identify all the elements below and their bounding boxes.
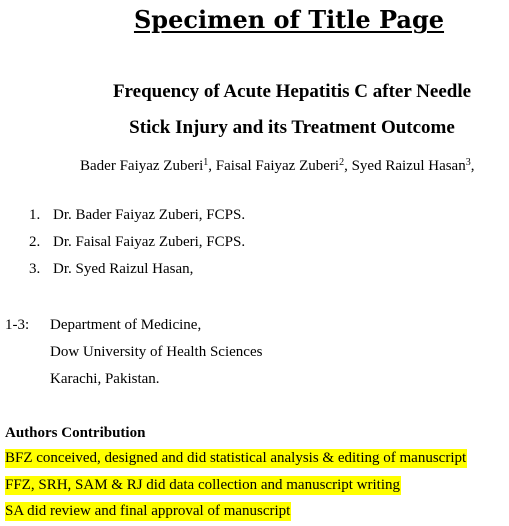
affiliation-text: Dr. Syed Raizul Hasan, [53, 261, 194, 277]
paper-title-line-1: Frequency of Acute Hepatitis C after Needle [112, 81, 472, 102]
page-heading: Specimen of Title Page [133, 5, 445, 34]
contribution-heading: Authors Contribution [5, 425, 146, 441]
contribution-line: BFZ conceived, designed and did statistical analysis & editing of manuscript [5, 450, 467, 466]
contribution-line: SA did review and final approval of manuscript [5, 503, 291, 519]
author-name: Syed Raizul Hasan [351, 158, 466, 174]
affiliation-number: 2. [29, 234, 41, 250]
contribution-line: FFZ, SRH, SAM & RJ did data collection and manuscript writing [5, 477, 400, 493]
paper-title-line-2: Stick Injury and its Treatment Outcome [129, 117, 455, 138]
affiliation-number: 1. [29, 207, 41, 223]
department-line: Karachi, Pakistan. [50, 371, 160, 387]
author-separator: , [208, 158, 216, 174]
affiliation-item [29, 259, 193, 279]
affiliation-number: 3. [29, 261, 41, 277]
affiliation-item [29, 232, 245, 252]
department-line: Dow University of Health Sciences [50, 344, 263, 360]
author-separator: , [470, 158, 475, 174]
author-list [80, 156, 474, 176]
affiliation-item [29, 205, 245, 225]
department-label: 1-3: [5, 317, 30, 333]
affiliation-text: Dr. Faisal Faiyaz Zuberi, FCPS. [53, 234, 246, 250]
author-name: Faisal Faiyaz Zuberi [215, 158, 340, 174]
author-name: Bader Faiyaz Zuberi [80, 158, 204, 174]
author-affiliation-number: 2 [339, 157, 345, 168]
affiliation-text: Dr. Bader Faiyaz Zuberi, FCPS. [53, 207, 246, 223]
department-line: Department of Medicine, [50, 317, 202, 333]
author-affiliation-number: 1 [203, 157, 209, 168]
author-separator: , [344, 158, 352, 174]
author-affiliation-number: 3 [465, 157, 471, 168]
